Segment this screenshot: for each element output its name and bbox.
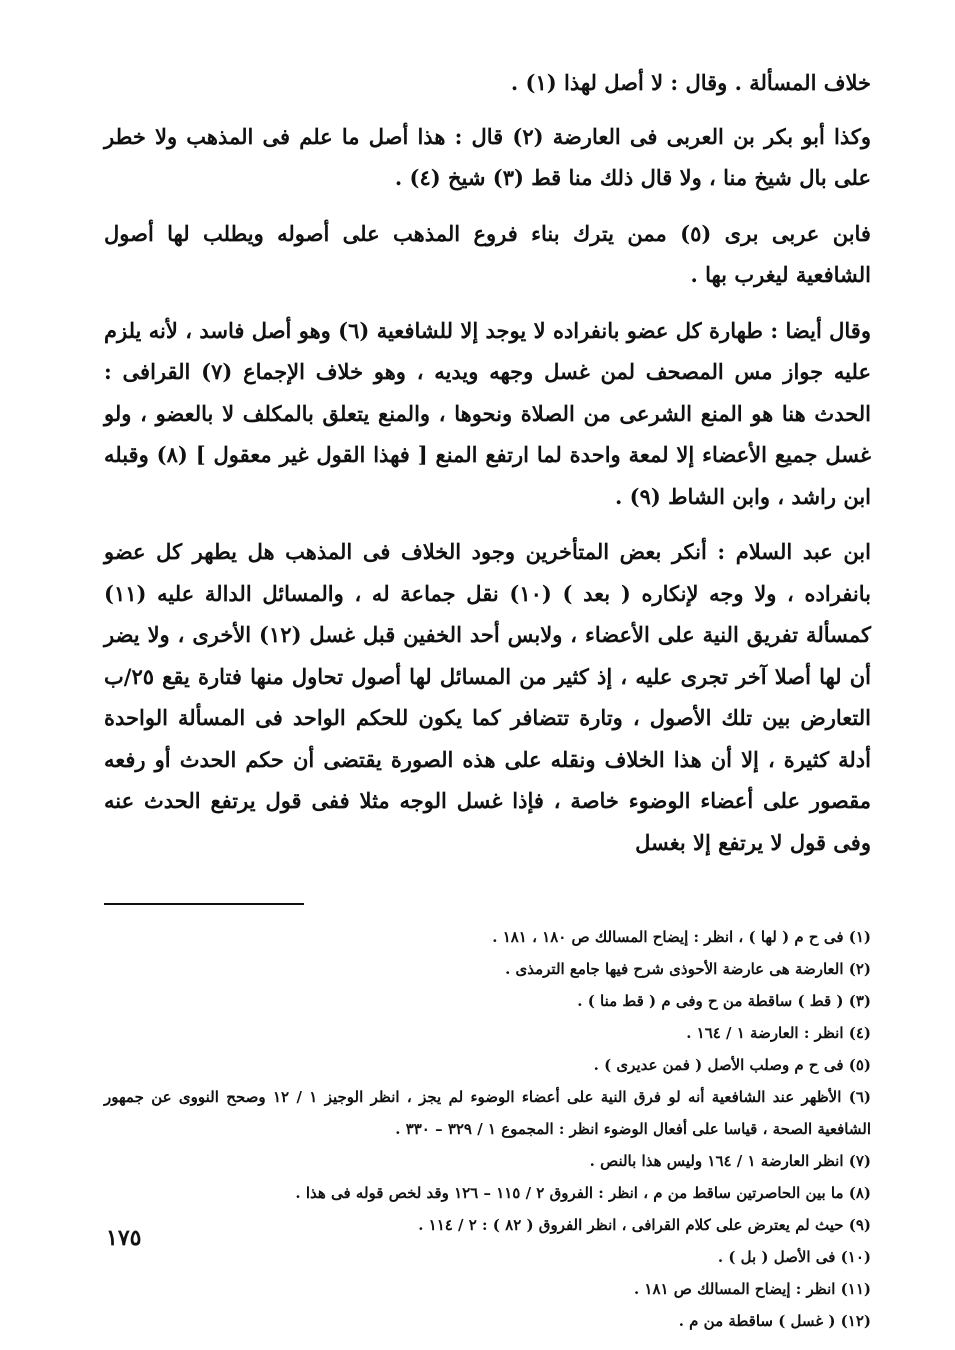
footnote-1: (١) فى ح م ( لها ) ، انظر : إيضاح المسالك ص ١٨٠ ، ١٨١ . bbox=[492, 928, 871, 946]
footnote-11: (١١) انظر : إيضاح المسالك ص ١٨١ . bbox=[633, 1280, 871, 1298]
footnote-separator bbox=[104, 903, 304, 905]
page-number: ١٧٥ bbox=[106, 1225, 142, 1251]
footnote-9: (٩) حيث لم يعترض على كلام القرافى ، انظر الفروق ( ٨٢ ) : ٢ / ١١٤ . bbox=[418, 1216, 871, 1234]
footnote-6: (٦) الأظهر عند الشافعية أنه لو فرق النية على أعضاء الوضوء لم يجز ، انظر الوجيز ١ / ١٢ وصحح النووى عن جمهور الشافعية الصحة ، قياسا على أفعال الوضوء انظر : المجموع ١ / ٣٢٩ – ٣٣٠ . bbox=[104, 1088, 871, 1138]
paragraph-3: فابن عربى برى (٥) ممن يترك بناء فروع المذهب على أصوله ويطلب لها أصول الشافعية ليغرب بها . bbox=[104, 220, 871, 287]
footnote-8: (٨) ما بين الحاصرتين ساقط من م ، انظر : الفروق ٢ / ١١٥ – ١٢٦ وقد لخص قوله فى هذا . bbox=[295, 1184, 871, 1202]
footnote-separator-wrap bbox=[104, 877, 871, 921]
footnote-5: (٥) فى ح م وصلب الأصل ( فمن عديرى ) . bbox=[593, 1056, 871, 1074]
footnote-7: (٧) انظر العارضة ١ / ١٦٤ وليس هذا بالنص . bbox=[589, 1152, 871, 1170]
footnote-4: (٤) انظر : العارضة ١ / ١٦٤ . bbox=[686, 1024, 871, 1042]
paragraph-4: وقال أيضا : طهارة كل عضو بانفراده لا يوجد إلا للشافعية (٦) وهو أصل فاسد ، لأنه يلزم عليه جواز مس المصحف لمن غسل وجهه ويديه ، وهو خلاف الإجماع (٧) القرافى : الحدث هنا هو المنع الشرعى من الصلاة ونحوها ، والمنع يتعلق بالمكلف لا بالعضو ، ولو غسل جميع الأعضاء إلا لمعة واحدة لما ارتفع المنع [ فهذا القول غير معقول ] (٨) وقبله ابن راشد ، وابن الشاط (٩) . bbox=[104, 317, 872, 509]
footnote-12: (١٢) ( غسل ) ساقطة من م . bbox=[678, 1312, 871, 1330]
paragraph-1: خلاف المسألة . وقال : لا أصل لهذا (١) . bbox=[510, 70, 871, 95]
paragraph-5: ابن عبد السلام : أنكر بعض المتأخرين وجود الخلاف فى المذهب هل يطهر كل عضو بانفراده ، ولا وجه لإنكاره ( بعد ) (١٠) نقل جماعة له ، والمسائل الدالة عليه (١١) كمسألة تفريق النية على الأعضاء ، ولابس أحد الخفين قبل غسل (١٢) الأخرى ، ولا يضر أن لها أصلا آخر تجرى عليه ، إذ كثير من المسائل لها أصول تحاول منها فتارة يقع ٢٥/ب التعارض بين تلك الأصول ، وتارة تتضافر كما يكون للحكم الواحد فى المسألة الواحدة أدلة كثيرة ، إلا أن هذا الخلاف ونقله على هذه الصورة يقتضى أن حكم الحدث أو رفعه مقصور على أعضاء الوضوء خاصة ، فإذا غسل الوجه مثلا ففى قول يرتفع الحدث عنه وفى قول لا يرتفع إلا بغسل bbox=[104, 539, 871, 855]
footnote-3: (٣) ( قط ) ساقطة من ح وفى م ( قط منا ) . bbox=[577, 992, 871, 1010]
footnote-2: (٢) العارضة هى عارضة الأحوذى شرح فيها جامع الترمذى . bbox=[505, 960, 871, 978]
main-text bbox=[104, 62, 871, 863]
footnote-10: (١٠) فى الأصل ( بل ) . bbox=[717, 1248, 871, 1266]
footnotes bbox=[104, 921, 871, 1337]
paragraph-2: وكذا أبو بكر بن العربى فى العارضة (٢) قال : هذا أصل ما علم فى المذهب ولا خطر على بال شيخ منا ، ولا قال ذلك منا قط (٣) شيخ (٤) . bbox=[104, 123, 871, 190]
